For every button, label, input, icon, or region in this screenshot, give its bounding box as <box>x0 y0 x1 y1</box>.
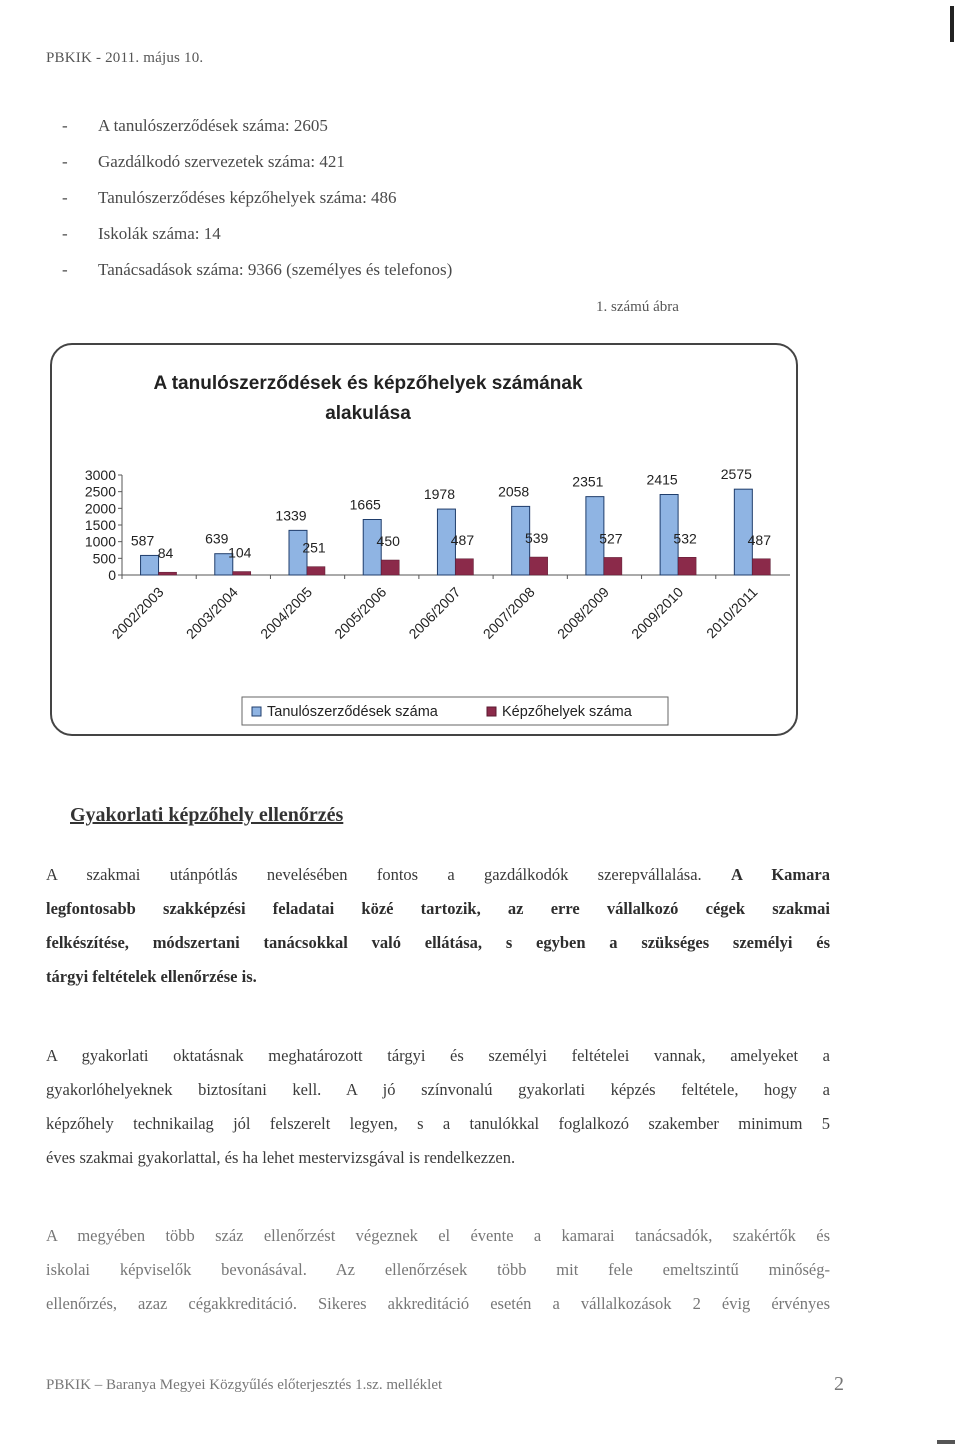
y-tick-label: 2500 <box>84 483 116 500</box>
paragraph-line: ellenőrzés, azaz cégakkreditáció. Sikeres akkreditáció esetén a vállalkozások 2 évig érvényes <box>46 1294 830 1313</box>
paragraph-line: iskolai képviselők bevonásával. Az ellenőrzések több mit fele emeltszintű minőség- <box>46 1260 830 1279</box>
data-label-tanuloszerzodesek: 1665 <box>349 496 381 513</box>
y-tick-label: 2000 <box>84 500 116 517</box>
data-label-kepzohelyek: 487 <box>450 531 475 548</box>
bar-kepzohelyek <box>604 557 622 575</box>
list-item: - Tanácsadások száma: 9366 (személyes és telefonos) <box>62 260 453 279</box>
data-label-kepzohelyek: 532 <box>673 530 697 547</box>
paragraph-2 <box>46 1039 830 1175</box>
legend-swatch-kepzohelyek <box>487 707 496 716</box>
data-label-kepzohelyek: 104 <box>228 544 252 561</box>
x-tick-label: 2003/2004 <box>182 583 241 642</box>
legend-swatch-tanuloszerzodesek <box>252 707 261 716</box>
x-tick-label: 2004/2005 <box>257 583 316 642</box>
page-number: 2 <box>834 1373 844 1395</box>
page-header: PBKIK - 2011. május 10. <box>46 50 204 66</box>
data-label-kepzohelyek: 251 <box>302 539 326 556</box>
data-label-tanuloszerzodesek: 1978 <box>423 486 456 503</box>
paragraph-line: A megyében több száz ellenőrzést végeznek el évente a kamarai tanácsadók, szakértők és <box>46 1226 830 1245</box>
paragraph-line: éves szakmai gyakorlattal, és ha lehet mestervizsgával is rendelkezzen. <box>46 1148 516 1167</box>
bar-kepzohelyek <box>381 560 399 575</box>
x-tick-label: 2010/2011 <box>703 583 761 642</box>
paragraph-line: legfontosabb szakképzési feladatai közé tartozik, az erre vállalkozó cégek szakmai <box>46 899 830 918</box>
page-footer: PBKIK – Baranya Megyei Közgyűlés előterjesztés 1.sz. melléklet <box>46 1377 443 1393</box>
x-tick-label: 2007/2008 <box>479 583 538 642</box>
legend-label-kepzohelyek: Képzőhelyek száma <box>502 704 632 720</box>
section-title: Gyakorlati képzőhely ellenőrzés <box>70 804 344 826</box>
data-label-tanuloszerzodesek: 2351 <box>572 473 604 490</box>
list-item: - Iskolák száma: 14 <box>62 224 221 243</box>
chart-frame <box>50 343 798 736</box>
stats-list <box>62 116 452 296</box>
list-item: - Gazdálkodó szervezetek száma: 421 <box>62 152 345 171</box>
paragraph-line: gyakorlóhelyeknek biztosítani kell. A jó színvonalú gyakorlati képzés feltétele, hogy a <box>46 1080 830 1099</box>
data-label-tanuloszerzodesek: 2575 <box>720 466 752 483</box>
data-label-tanuloszerzodesek: 587 <box>130 532 155 549</box>
chart-title-line: alakulása <box>325 403 411 424</box>
paragraph-1 <box>46 858 830 994</box>
data-label-tanuloszerzodesek: 639 <box>205 530 229 547</box>
paragraph-line: tárgyi feltételek ellenőrzése is. <box>46 967 257 986</box>
data-label-tanuloszerzodesek: 2058 <box>498 483 530 500</box>
bar-kepzohelyek <box>159 572 177 575</box>
data-label-kepzohelyek: 487 <box>747 531 772 548</box>
data-label-kepzohelyek: 84 <box>157 545 174 562</box>
x-tick-label: 2006/2007 <box>405 583 464 642</box>
legend-label-tanuloszerzodesek: Tanulószerződések száma <box>267 704 438 720</box>
paragraph-line: felkészítése, módszertani tanácsokkal való ellátása, s egyben a szükséges személyi és <box>46 933 830 952</box>
data-label-tanuloszerzodesek: 2415 <box>646 471 678 488</box>
data-label-tanuloszerzodesek: 1339 <box>275 507 307 524</box>
y-tick-label: 1500 <box>84 517 116 533</box>
bar-kepzohelyek <box>752 559 770 575</box>
paragraph-3 <box>46 1219 830 1321</box>
chart-title-line: A tanulószerződések és képzőhelyek számának <box>153 373 583 394</box>
list-item: - A tanulószerződések száma: 2605 <box>62 116 328 135</box>
bar-kepzohelyek <box>678 557 696 575</box>
bar-kepzohelyek <box>530 557 548 575</box>
x-tick-label: 2008/2009 <box>553 583 613 642</box>
data-label-kepzohelyek: 527 <box>599 530 623 547</box>
bar-kepzohelyek <box>455 559 473 575</box>
y-tick-label: 0 <box>108 567 116 583</box>
figure-caption: 1. számú ábra <box>596 299 679 315</box>
data-label-kepzohelyek: 539 <box>524 530 549 547</box>
bar-kepzohelyek <box>233 572 251 575</box>
scan-edge-mark <box>937 1440 955 1444</box>
paragraph-line: képzőhely technikailag jól felszerelt legyen, s a tanulókkal foglalkozó szakember minimum 5 <box>46 1114 830 1133</box>
data-label-kepzohelyek: 450 <box>376 533 400 549</box>
bar-tanuloszerzodesek <box>141 555 159 575</box>
x-tick-label: 2009/2010 <box>628 583 687 642</box>
x-tick-label: 2005/2006 <box>331 583 390 642</box>
chart-title <box>153 373 583 424</box>
bar-chart <box>52 345 796 734</box>
paragraph-line: A szakmai utánpótlás nevelésében fontos a gazdálkodók szerepvállalása. A Kamara <box>46 865 830 884</box>
list-item: - Tanulószerződéses képzőhelyek száma: 486 <box>62 188 397 207</box>
y-tick-label: 3000 <box>84 467 116 483</box>
y-tick-label: 500 <box>92 550 116 567</box>
bar-kepzohelyek <box>307 567 325 575</box>
x-tick-label: 2002/2003 <box>108 583 167 642</box>
paragraph-line: A gyakorlati oktatásnak meghatározott tárgyi és személyi feltételei vannak, amelyeket a <box>46 1046 830 1065</box>
scan-edge-mark <box>950 6 954 42</box>
y-tick-label: 1000 <box>84 533 116 550</box>
